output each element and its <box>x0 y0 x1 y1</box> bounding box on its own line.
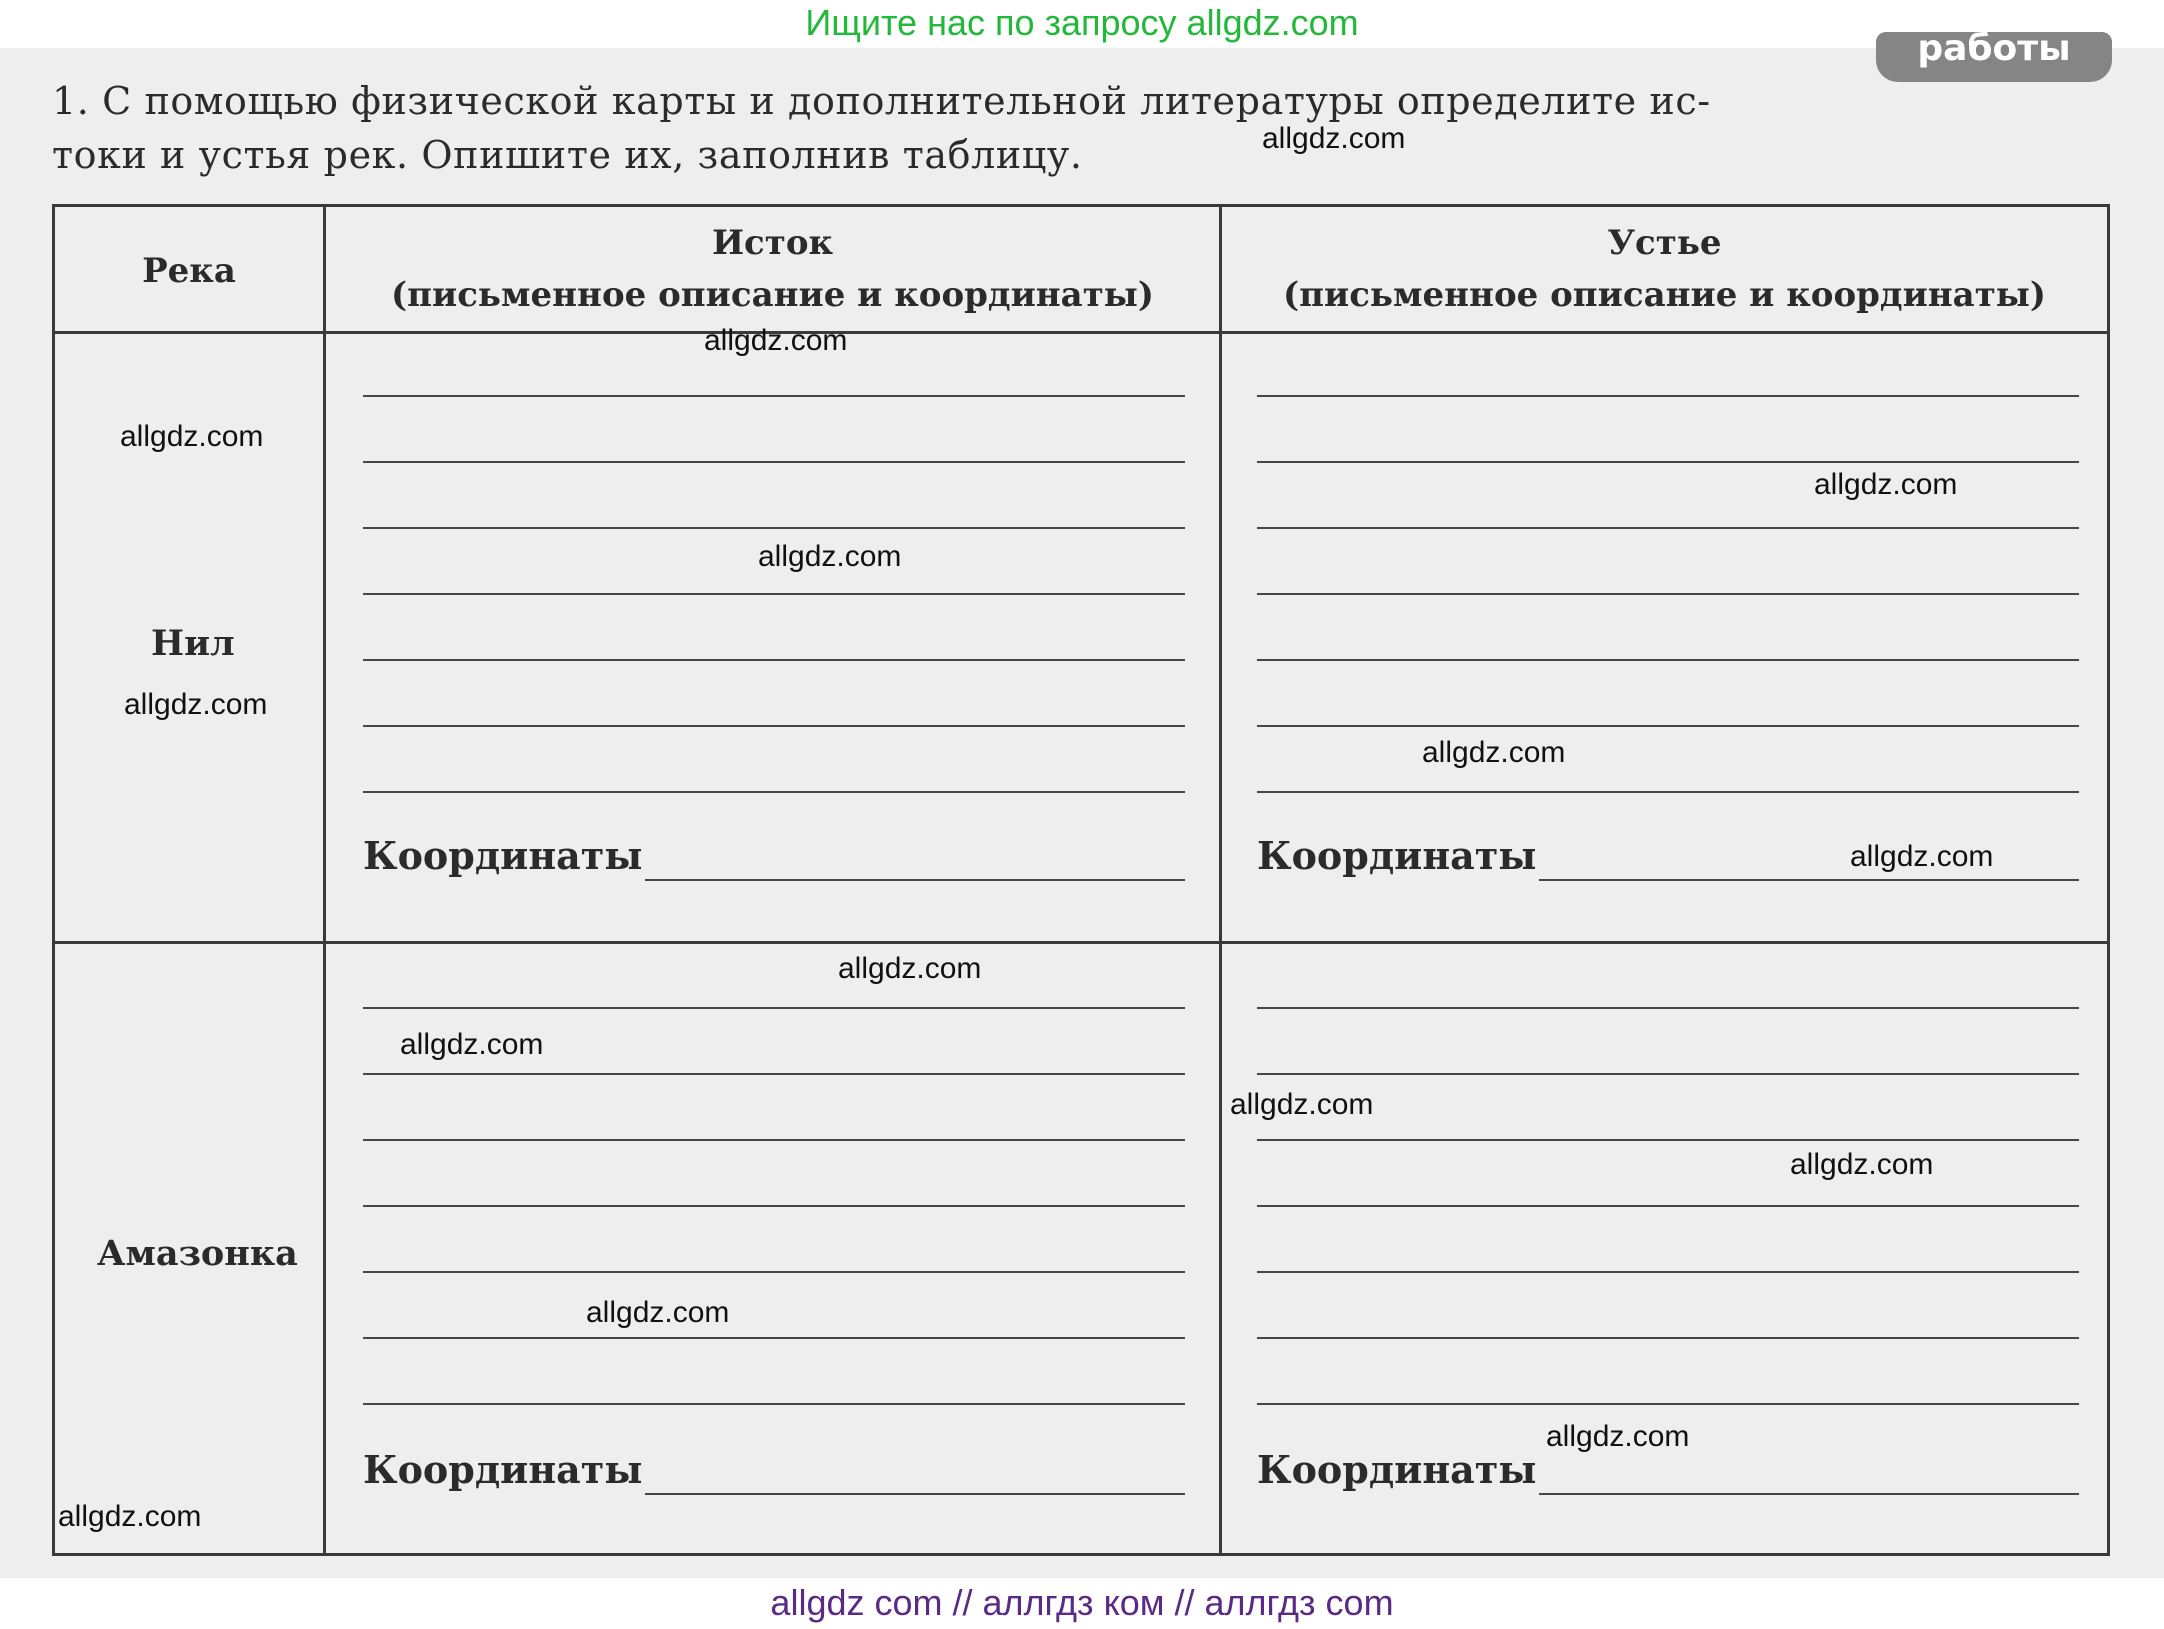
header-source-subtitle: (письменное описание и координаты) <box>391 275 1154 315</box>
answer-line[interactable] <box>363 1073 1185 1075</box>
answer-line[interactable] <box>1257 395 2079 397</box>
watermark: allgdz.com <box>1546 1420 1690 1453</box>
answer-line[interactable] <box>363 1139 1185 1141</box>
source-coordinates-input-nile[interactable] <box>645 879 1185 881</box>
mouth-coordinates-label-nile: Координаты <box>1257 833 1537 878</box>
rivers-table <box>52 204 2110 1556</box>
answer-line[interactable] <box>1257 1007 2079 1009</box>
watermark: allgdz.com <box>120 420 264 453</box>
watermark: allgdz.com <box>758 540 902 573</box>
answer-line[interactable] <box>1257 1073 2079 1075</box>
column-divider <box>323 207 326 1553</box>
watermark: allgdz.com <box>1230 1088 1374 1121</box>
header-source <box>326 217 1219 321</box>
row-divider <box>55 941 2107 944</box>
search-banner[interactable]: Ищите нас по запросу allgdz.com <box>805 2 1359 43</box>
task-line-1: 1. С помощью физической карты и дополнительной литературы определите ис- <box>52 79 1711 123</box>
answer-line[interactable] <box>363 1271 1185 1273</box>
answer-line[interactable] <box>1257 461 2079 463</box>
footer-links[interactable]: allgdz com // аллгдз ком // аллгдз com <box>770 1582 1394 1623</box>
header-mouth-subtitle: (письменное описание и координаты) <box>1283 275 2046 315</box>
mouth-coordinates-input-amazon[interactable] <box>1539 1493 2079 1495</box>
section-badge: работы <box>1876 32 2112 82</box>
watermark: allgdz.com <box>400 1028 544 1061</box>
source-coordinates-label-nile: Координаты <box>363 833 643 878</box>
watermark: allgdz.com <box>58 1500 202 1533</box>
answer-line[interactable] <box>363 527 1185 529</box>
answer-line[interactable] <box>363 791 1185 793</box>
task-text <box>52 74 1872 182</box>
answer-line[interactable] <box>1257 1205 2079 1207</box>
answer-line[interactable] <box>1257 1271 2079 1273</box>
header-mouth-title: Устье <box>1607 223 1722 263</box>
answer-line[interactable] <box>1257 527 2079 529</box>
column-divider <box>1219 207 1222 1553</box>
answer-line[interactable] <box>1257 1139 2079 1141</box>
header-source-title: Исток <box>711 223 834 263</box>
answer-line[interactable] <box>1257 725 2079 727</box>
answer-line[interactable] <box>363 1337 1185 1339</box>
source-coordinates-label-amazon: Координаты <box>363 1447 643 1492</box>
answer-line[interactable] <box>363 1205 1185 1207</box>
watermark: allgdz.com <box>1262 122 1406 155</box>
answer-line[interactable] <box>1257 791 2079 793</box>
answer-line[interactable] <box>1257 1337 2079 1339</box>
watermark: allgdz.com <box>838 952 982 985</box>
answer-line[interactable] <box>363 725 1185 727</box>
watermark: allgdz.com <box>1790 1148 1934 1181</box>
header-divider <box>55 331 2107 334</box>
watermark: allgdz.com <box>1814 468 1958 501</box>
answer-line[interactable] <box>1257 1403 2079 1405</box>
watermark: allgdz.com <box>1422 736 1566 769</box>
watermark: allgdz.com <box>586 1296 730 1329</box>
task-line-2: токи и устья рек. Опишите их, заполнив таблицу. <box>52 133 1083 177</box>
answer-line[interactable] <box>363 593 1185 595</box>
answer-line[interactable] <box>363 395 1185 397</box>
mouth-coordinates-label-amazon: Координаты <box>1257 1447 1537 1492</box>
header-mouth <box>1222 217 2107 321</box>
source-coordinates-input-amazon[interactable] <box>645 1493 1185 1495</box>
answer-line[interactable] <box>1257 659 2079 661</box>
answer-line[interactable] <box>363 1403 1185 1405</box>
answer-line[interactable] <box>1257 593 2079 595</box>
answer-line[interactable] <box>363 1007 1185 1009</box>
mouth-coordinates-input-nile[interactable] <box>1539 879 2079 881</box>
answer-line[interactable] <box>363 659 1185 661</box>
watermark: allgdz.com <box>1850 840 1994 873</box>
river-name-nile: Нил <box>151 623 235 664</box>
header-river: Река <box>142 251 236 291</box>
river-name-amazon: Амазонка <box>97 1233 298 1274</box>
watermark: allgdz.com <box>124 688 268 721</box>
answer-line[interactable] <box>363 461 1185 463</box>
watermark: allgdz.com <box>704 324 848 357</box>
